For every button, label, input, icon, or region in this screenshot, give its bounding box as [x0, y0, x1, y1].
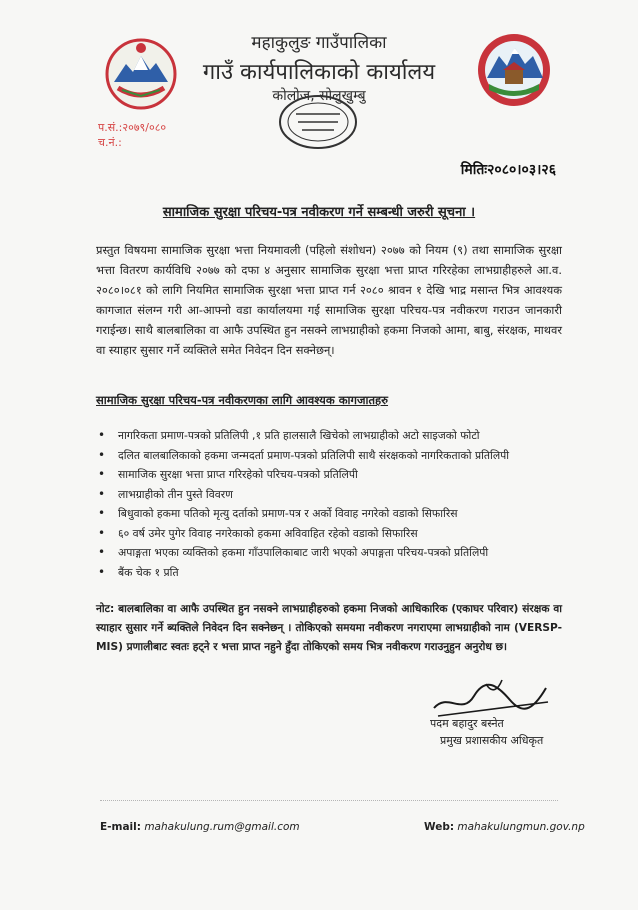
office-stamp: [276, 92, 360, 152]
list-item: • बैंक चेक १ प्रति: [96, 563, 566, 583]
list-item: • लाभग्राहीको तीन पुस्ते विवरण: [96, 485, 566, 505]
dispatch-number: च.नं.:: [98, 136, 122, 149]
issue-date: मितिः२०८०।०३।२६: [460, 162, 556, 178]
signatory-name: पदम बहादुर बस्नेत: [430, 717, 504, 730]
web-label: Web:: [424, 821, 455, 833]
office-location: कोलोज, सोलुखुम्बु: [272, 88, 366, 104]
office-name: गाउँ कार्यपालिकाको कार्यालय: [202, 60, 436, 85]
list-item: • सामाजिक सुरक्षा भत्ता प्राप्त गरिरहेको परिचय-पत्रको प्रतिलिपी: [96, 465, 566, 485]
documents-heading: सामाजिक सुरक्षा परिचय-पत्र नवीकरणका लागि आवश्यक कागजातहरु: [96, 393, 389, 407]
notice-body: प्रस्तुत विषयमा सामाजिक सुरक्षा भत्ता नियमावली (पहिलो संशोधन) २०७७ को नियम (९) तथा सामाजिक सुरक्षा भत्ता वितरण कार्यविधि २०७७ को दफा ४ अनुसार सामाजिक सुरक्षा भत्ता प्राप्त गरिरहेका लाभग्राहीहरुले आ.व. २०८०।०८१ को लागि नियमित सामाजिक सुरक्षा भत्ता प्राप्त गर्न २०८० श्रावन १ देखि भाद्र मसान्त भित्र आवश्यक कागजात संलग्न गरी आ-आफ्नो वडा कार्यालयमा गई सामाजिक सुरक्षा परिचय-पत्र नवीकरण गराउन जानकारी गराईन्छ। साथै बालबालिका वा आफै उपस्थित हुन नसक्ने लाभग्राहीको हकमा निजको आमा, बाबु, संरक्षक, माथवर वा स्याहार सुसार गर्ने व्यक्तिले समेत निवेदन दिन सक्नेछन्।: [96, 243, 562, 357]
list-item: • बिधुवाको हकमा पतिको मृत्यु दर्ताको प्रमाण-पत्र र अर्को विवाह नगरेको वडाको सिफारिस: [96, 504, 566, 524]
email-label: E-mail:: [100, 821, 141, 833]
list-item: • दलित बालबालिकाको हकमा जन्मदर्ता प्रमाण-पत्रको प्रतिलिपी साथै संरक्षकको नागरिकताको प्रतिलिपी: [96, 446, 566, 466]
signatory-title: प्रमुख प्रशासकीय अधिकृत: [440, 734, 544, 747]
municipality-logo: [475, 28, 553, 110]
footer-email: [100, 821, 300, 833]
footer-website: [424, 821, 585, 833]
list-item: • नागरिकता प्रमाण-पत्रको प्रतिलिपी ,१ प्रति हालसालै खिचेको लाभग्राहीको अटो साइजको फोटो: [96, 426, 566, 446]
list-item: • अपाङ्गता भएका व्यक्तिको हकमा गाँउपालिकाबाट जारी भएको अपाङ्गता परिचय-पत्रको प्रतिलिपी: [96, 543, 566, 563]
note-paragraph: नोट: बालबालिका वा आफै उपस्थित हुन नसक्ने लाभग्राहीहरुको हकमा निजको आधिकारिक (एकाघर परिवार) संरक्षक वा स्याहार सुसार गर्ने ब्यक्तिले निवेदन दिन सक्नेछन् । तोकिएको समयमा नवीकरण नगराएमा लाभग्राहीको नाम (VERSP-MIS) प्रणालीबाट स्वतः हट्ने र भत्ता प्राप्त नहुने हुँदा तोकिएको समय भित्र नवीकरण गराउनुहुन अनुरोध छ।: [96, 603, 562, 653]
website-address[interactable]: mahakulungmun.gov.np: [457, 821, 585, 833]
list-item: • ६० वर्ष उमेर पुगेर विवाह नगरेकाको हकमा अविवाहित रहेको वडाको सिफारिस: [96, 524, 566, 544]
municipality-name: महाकुलुङ गाउँपालिका: [251, 33, 387, 53]
footer-divider: [100, 800, 558, 801]
reference-number: प.सं.:२०७९/०८०: [98, 121, 167, 134]
email-address[interactable]: mahakulung.rum@gmail.com: [144, 821, 300, 833]
documents-list: [96, 426, 566, 582]
notice-title: सामाजिक सुरक्षा परिचय-पत्र नवीकरण गर्ने सम्बन्धी जरुरी सूचना ।: [162, 205, 476, 220]
